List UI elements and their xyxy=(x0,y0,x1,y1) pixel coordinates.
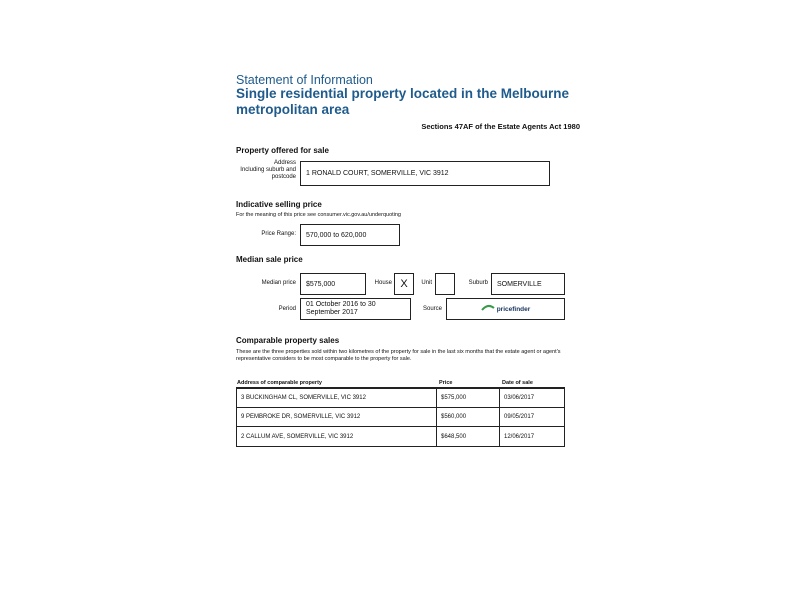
document-title: Statement of Information xyxy=(236,73,373,87)
median-price-value: $575,000 xyxy=(306,280,336,288)
underquoting-note: For the meaning of this price see consumer.vic.gov.au/underquoting xyxy=(236,212,401,218)
table-row xyxy=(237,427,564,446)
source-field[interactable] xyxy=(446,298,565,320)
act-reference: Sections 47AF of the Estate Agents Act 1980 xyxy=(421,122,580,131)
comparable-heading: Comparable property sales xyxy=(236,336,340,345)
unit-checkbox[interactable] xyxy=(435,273,455,295)
median-price-field[interactable] xyxy=(300,273,366,295)
pricefinder-logo xyxy=(481,304,531,314)
row-date: 03/06/2017 xyxy=(504,395,535,401)
source-label: Source xyxy=(422,306,442,312)
price-range-value: 570,000 to 620,000 xyxy=(306,231,367,239)
row-date: 09/05/2017 xyxy=(504,414,535,420)
property-heading: Property offered for sale xyxy=(236,146,329,155)
row-address: 2 CALLUM AVE, SOMERVILLE, VIC 3912 xyxy=(237,427,437,446)
column-header-date: Date of sale xyxy=(502,380,533,386)
row-address: 3 BUCKINGHAM CL, SOMERVILLE, VIC 3912 xyxy=(237,389,437,407)
table-row xyxy=(237,408,564,427)
suburb-value: SOMERVILLE xyxy=(497,280,542,288)
period-field[interactable] xyxy=(300,298,411,320)
column-header-price: Price xyxy=(439,380,453,386)
comparable-sales-table xyxy=(236,388,565,447)
row-price: $560,000 xyxy=(437,408,500,426)
house-label: House xyxy=(374,280,392,286)
period-label: Period xyxy=(278,306,296,312)
median-price-label: Median price xyxy=(261,280,296,286)
suburb-label: Suburb xyxy=(468,280,488,286)
table-row xyxy=(237,389,564,408)
address-field[interactable] xyxy=(300,161,550,186)
row-address: 9 PEMBROKE DR, SOMERVILLE, VIC 3912 xyxy=(237,408,437,426)
suburb-field[interactable] xyxy=(491,273,565,295)
address-label: Address Including suburb and postcode xyxy=(240,160,296,180)
address-value: 1 RONALD COURT, SOMERVILLE, VIC 3912 xyxy=(306,170,449,177)
document-subtitle: Single residential property located in the Melbourne metropolitan area xyxy=(236,86,570,117)
period-value: 01 October 2016 to 30 September 2017 xyxy=(306,301,376,316)
indicative-heading: Indicative selling price xyxy=(236,200,322,209)
pricefinder-logo-text: pricefinder xyxy=(496,305,531,313)
price-range-label: Price Range: xyxy=(261,231,296,237)
column-header-address: Address of comparable property xyxy=(237,380,322,386)
unit-label: Unit xyxy=(421,280,432,286)
house-check-mark: X xyxy=(400,278,408,290)
comparable-description: These are the three properties sold within two kilometres of the property for sale in the last six months that the estate agent or agent's representative considers to be most comparable to the property for sale. xyxy=(236,349,561,362)
house-checkbox[interactable] xyxy=(394,273,414,295)
pricefinder-logo-icon xyxy=(481,304,495,314)
row-price: $648,500 xyxy=(437,427,500,446)
row-date: 12/06/2017 xyxy=(504,433,535,440)
median-heading: Median sale price xyxy=(236,255,303,264)
price-range-field[interactable] xyxy=(300,224,400,246)
row-price: $575,000 xyxy=(437,389,500,407)
